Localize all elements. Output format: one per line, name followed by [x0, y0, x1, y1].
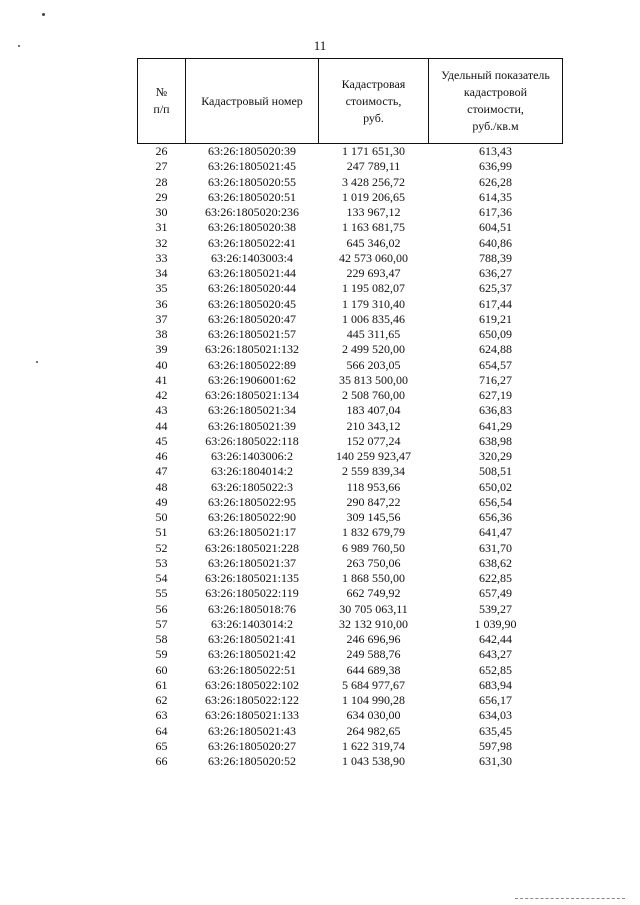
specific-indicator-cell: 626,28 [479, 174, 512, 189]
cadastral-cost-cell: 247 789,11 [346, 159, 401, 174]
row-number-cell: 65 [155, 738, 168, 753]
table-row [138, 586, 563, 601]
cadastral-cost-cell: 2 508 760,00 [342, 388, 405, 403]
table-row [138, 693, 563, 708]
cadastral-number-cell: 63:26:1805022:41 [207, 235, 296, 250]
cadastral-cost-cell: 309 145,56 [346, 510, 401, 525]
cadastral-cost-cell: 32 132 910,00 [339, 616, 408, 631]
specific-indicator-cell: 788,39 [479, 250, 512, 265]
table-row [138, 449, 563, 464]
cadastral-cost-cell: 1 832 679,79 [342, 525, 405, 540]
table-row [138, 388, 563, 403]
row-number-cell: 45 [155, 433, 168, 448]
cadastral-number-cell: 63:26:1805021:228 [204, 540, 299, 555]
cadastral-cost-cell: 229 693,47 [346, 266, 401, 281]
specific-indicator-cell: 634,03 [479, 708, 512, 723]
table-row [138, 297, 563, 312]
specific-indicator-cell: 642,44 [479, 632, 512, 647]
cadastral-cost-cell: 246 696,96 [346, 632, 401, 647]
header-specific-indicator: Удельный показатель кадастровой стоимости, руб./кв.м [429, 59, 563, 144]
cadastral-cost-cell: 210 343,12 [346, 418, 401, 433]
row-number-cell: 66 [155, 754, 168, 769]
specific-indicator-cell: 1 039,90 [474, 616, 517, 631]
row-number-cell: 58 [155, 632, 168, 647]
row-number-cell: 46 [155, 449, 168, 464]
specific-indicator-cell: 320,29 [479, 449, 512, 464]
row-number-cell: 27 [155, 159, 168, 174]
cadastral-number-cell: 63:26:1805022:3 [210, 479, 293, 494]
cadastral-number-cell: 63:26:1805022:122 [204, 693, 299, 708]
cadastral-cost-cell: 1 163 681,75 [342, 220, 405, 235]
cadastral-cost-cell: 644 689,38 [346, 662, 401, 677]
cadastral-number-cell: 63:26:1805020:236 [204, 205, 299, 220]
cadastral-number-cell: 63:26:1805020:45 [207, 296, 296, 311]
specific-indicator-cell: 627,19 [479, 388, 512, 403]
cadastral-cost-cell: 1 195 082,07 [342, 281, 405, 296]
cadastral-cost-cell: 290 847,22 [346, 494, 401, 509]
specific-indicator-cell: 716,27 [479, 372, 512, 387]
specific-indicator-cell: 656,54 [479, 494, 512, 509]
table-body [138, 144, 563, 770]
table-row [138, 647, 563, 662]
specific-indicator-cell: 656,36 [479, 510, 512, 525]
cadastral-number-cell: 63:26:1805021:42 [207, 647, 296, 662]
cadastral-number-cell: 63:26:1403006:2 [210, 449, 293, 464]
table-row [138, 724, 563, 739]
table-row [138, 419, 563, 434]
row-number-cell: 33 [155, 250, 168, 265]
table-row [138, 175, 563, 190]
cadastral-number-cell: 63:26:1805021:134 [204, 388, 299, 403]
row-number-cell: 52 [155, 540, 168, 555]
cadastral-cost-cell: 263 750,06 [346, 555, 401, 570]
row-number-cell: 47 [155, 464, 168, 479]
table-row [138, 708, 563, 723]
cadastral-number-cell: 63:26:1805020:44 [207, 281, 296, 296]
row-number-cell: 60 [155, 662, 168, 677]
cadastral-number-cell: 63:26:1805022:89 [207, 357, 296, 372]
row-number-cell: 55 [155, 586, 168, 601]
table-row [138, 541, 563, 556]
table-row [138, 739, 563, 754]
cadastral-cost-cell: 566 203,05 [346, 357, 401, 372]
row-number-cell: 48 [155, 479, 168, 494]
cadastral-number-cell: 63:26:1403003:4 [210, 250, 293, 265]
table-row [138, 678, 563, 693]
specific-indicator-cell: 624,88 [479, 342, 512, 357]
table-row [138, 205, 563, 220]
cadastral-number-cell: 63:26:1805021:132 [204, 342, 299, 357]
cadastral-number-cell: 63:26:1805021:135 [204, 571, 299, 586]
cadastral-cost-cell: 1 171 651,30 [342, 144, 405, 159]
specific-indicator-cell: 638,98 [479, 433, 512, 448]
row-number-cell: 30 [155, 205, 168, 220]
cadastral-cost-cell: 30 705 063,11 [339, 601, 408, 616]
cadastral-number-cell: 63:26:1805018:76 [207, 601, 296, 616]
specific-indicator-cell: 650,09 [479, 327, 512, 342]
specific-indicator-cell: 539,27 [479, 601, 512, 616]
header-row-number: № п/п [138, 59, 186, 144]
table-row [138, 464, 563, 479]
cadastral-cost-cell: 1 043 538,90 [342, 754, 405, 769]
specific-indicator-cell: 631,30 [479, 754, 512, 769]
specific-indicator-cell: 508,51 [479, 464, 512, 479]
cadastral-number-cell: 63:26:1805022:95 [207, 494, 296, 509]
table-row [138, 434, 563, 449]
cadastral-number-cell: 63:26:1805020:55 [207, 174, 296, 189]
table-row [138, 480, 563, 495]
cadastral-cost-cell: 6 989 760,50 [342, 540, 405, 555]
specific-indicator-cell: 636,99 [479, 159, 512, 174]
row-number-cell: 31 [155, 220, 168, 235]
row-number-cell: 43 [155, 403, 168, 418]
cadastral-cost-cell: 42 573 060,00 [339, 250, 408, 265]
table-row [138, 373, 563, 388]
scan-speck [42, 13, 45, 16]
row-number-cell: 53 [155, 555, 168, 570]
cadastral-cost-cell: 140 259 923,47 [336, 449, 411, 464]
cadastral-number-cell: 63:26:1805021:44 [207, 266, 296, 281]
row-number-cell: 62 [155, 693, 168, 708]
row-number-cell: 40 [155, 357, 168, 372]
cadastral-cost-cell: 35 813 500,00 [339, 372, 408, 387]
specific-indicator-cell: 657,49 [479, 586, 512, 601]
cadastral-number-cell: 63:26:1805021:133 [204, 708, 299, 723]
table-row [138, 236, 563, 251]
cadastral-number-cell: 63:26:1805022:118 [205, 433, 299, 448]
cadastral-cost-cell: 1 868 550,00 [342, 571, 405, 586]
specific-indicator-cell: 636,83 [479, 403, 512, 418]
specific-indicator-cell: 613,43 [479, 144, 512, 159]
cadastral-cost-cell: 645 346,02 [346, 235, 401, 250]
specific-indicator-cell: 597,98 [479, 738, 512, 753]
table-row [138, 602, 563, 617]
row-number-cell: 49 [155, 494, 168, 509]
table-row [138, 571, 563, 586]
header-cadastral-number: Кадастровый номер [186, 59, 319, 144]
cadastral-cost-cell: 1 179 310,40 [342, 296, 405, 311]
cadastral-number-cell: 63:26:1805020:52 [207, 754, 296, 769]
specific-indicator-cell: 640,86 [479, 235, 512, 250]
specific-indicator-cell: 625,37 [479, 281, 512, 296]
specific-indicator-cell: 614,35 [479, 189, 512, 204]
cadastral-cost-cell: 2 559 839,34 [342, 464, 405, 479]
cadastral-number-cell: 63:26:1805021:43 [207, 723, 296, 738]
specific-indicator-cell: 617,44 [479, 296, 512, 311]
table-row [138, 358, 563, 373]
specific-indicator-cell: 683,94 [479, 677, 512, 692]
cadastral-number-cell: 63:26:1805021:17 [207, 525, 296, 540]
specific-indicator-cell: 638,62 [479, 555, 512, 570]
cadastral-number-cell: 63:26:1805020:38 [207, 220, 296, 235]
row-number-cell: 50 [155, 510, 168, 525]
header-cadastral-cost: Кадастровая стоимость, руб. [319, 59, 429, 144]
table-row [138, 663, 563, 678]
specific-indicator-cell: 654,57 [479, 357, 512, 372]
row-number-cell: 34 [155, 266, 168, 281]
specific-indicator-cell: 636,27 [479, 266, 512, 281]
cadastral-number-cell: 63:26:1805020:47 [207, 311, 296, 326]
cadastral-value-table [137, 58, 563, 769]
row-number-cell: 42 [155, 388, 168, 403]
row-number-cell: 37 [155, 311, 168, 326]
cadastral-cost-cell: 249 588,76 [346, 647, 401, 662]
cadastral-cost-cell: 2 499 520,00 [342, 342, 405, 357]
table-row [138, 617, 563, 632]
row-number-cell: 54 [155, 571, 168, 586]
specific-indicator-cell: 652,85 [479, 662, 512, 677]
table-row [138, 220, 563, 235]
cadastral-number-cell: 63:26:1805021:37 [207, 555, 296, 570]
table-row [138, 281, 563, 296]
scan-speck [18, 45, 20, 47]
table-row [138, 342, 563, 357]
cadastral-cost-cell: 118 953,66 [346, 479, 401, 494]
row-number-cell: 44 [155, 418, 168, 433]
cadastral-cost-cell: 264 982,65 [346, 723, 401, 738]
table-row [138, 312, 563, 327]
row-number-cell: 26 [155, 144, 168, 159]
specific-indicator-cell: 643,27 [479, 647, 512, 662]
cadastral-number-cell: 63:26:1805020:39 [207, 144, 296, 159]
cadastral-cost-cell: 183 407,04 [346, 403, 401, 418]
cadastral-number-cell: 63:26:1805020:51 [207, 189, 296, 204]
table-row [138, 144, 563, 160]
specific-indicator-cell: 631,70 [479, 540, 512, 555]
row-number-cell: 38 [155, 327, 168, 342]
cadastral-number-cell: 63:26:1906001:62 [207, 372, 296, 387]
table-row [138, 190, 563, 205]
cadastral-cost-cell: 152 077,24 [346, 433, 401, 448]
cadastral-cost-cell: 1 019 206,65 [342, 189, 405, 204]
cadastral-cost-cell: 133 967,12 [346, 205, 401, 220]
cadastral-cost-cell: 445 311,65 [346, 327, 401, 342]
cadastral-number-cell: 63:26:1805020:27 [207, 738, 296, 753]
row-number-cell: 64 [155, 723, 168, 738]
table-row [138, 754, 563, 769]
cadastral-number-cell: 63:26:1805022:90 [207, 510, 296, 525]
cadastral-number-cell: 63:26:1805022:51 [207, 662, 296, 677]
row-number-cell: 56 [155, 601, 168, 616]
table-row [138, 159, 563, 174]
table-row [138, 510, 563, 525]
cadastral-number-cell: 63:26:1805021:41 [207, 632, 296, 647]
specific-indicator-cell: 656,17 [479, 693, 512, 708]
cadastral-cost-cell: 1 622 319,74 [342, 738, 405, 753]
specific-indicator-cell: 641,47 [479, 525, 512, 540]
row-number-cell: 51 [155, 525, 168, 540]
specific-indicator-cell: 617,36 [479, 205, 512, 220]
cadastral-cost-cell: 662 749,92 [346, 586, 401, 601]
cadastral-cost-cell: 5 684 977,67 [342, 677, 405, 692]
table-row [138, 403, 563, 418]
row-number-cell: 32 [155, 235, 168, 250]
cadastral-number-cell: 63:26:1805021:57 [207, 327, 296, 342]
row-number-cell: 29 [155, 189, 168, 204]
cadastral-cost-cell: 1 104 990,28 [342, 693, 405, 708]
row-number-cell: 28 [155, 174, 168, 189]
cadastral-cost-cell: 3 428 256,72 [342, 174, 405, 189]
cadastral-number-cell: 63:26:1805022:102 [204, 677, 299, 692]
row-number-cell: 59 [155, 647, 168, 662]
row-number-cell: 57 [155, 616, 168, 631]
cadastral-number-cell: 63:26:1805021:39 [207, 418, 296, 433]
row-number-cell: 39 [155, 342, 168, 357]
table-row [138, 266, 563, 281]
table-row [138, 327, 563, 342]
specific-indicator-cell: 641,29 [479, 418, 512, 433]
table-row [138, 556, 563, 571]
specific-indicator-cell: 650,02 [479, 479, 512, 494]
cadastral-number-cell: 63:26:1805021:45 [207, 159, 296, 174]
cadastral-number-cell: 63:26:1804014:2 [210, 464, 293, 479]
row-number-cell: 61 [155, 677, 168, 692]
page-number: 11 [313, 38, 327, 53]
table-header-row [138, 59, 563, 144]
specific-indicator-cell: 619,21 [479, 311, 512, 326]
cadastral-cost-cell: 634 030,00 [346, 708, 401, 723]
row-number-cell: 41 [155, 372, 168, 387]
row-number-cell: 63 [155, 708, 168, 723]
cadastral-cost-cell: 1 006 835,46 [342, 311, 405, 326]
table-row [138, 495, 563, 510]
scan-edge-mark [515, 898, 625, 900]
cadastral-number-cell: 63:26:1805021:34 [207, 403, 296, 418]
table-row [138, 525, 563, 540]
row-number-cell: 36 [155, 296, 168, 311]
table-row [138, 251, 563, 266]
row-number-cell: 35 [155, 281, 168, 296]
scan-speck [36, 361, 38, 363]
table-row [138, 632, 563, 647]
cadastral-number-cell: 63:26:1403014:2 [210, 616, 293, 631]
specific-indicator-cell: 604,51 [479, 220, 512, 235]
specific-indicator-cell: 635,45 [479, 723, 512, 738]
specific-indicator-cell: 622,85 [479, 571, 512, 586]
cadastral-number-cell: 63:26:1805022:119 [205, 586, 299, 601]
